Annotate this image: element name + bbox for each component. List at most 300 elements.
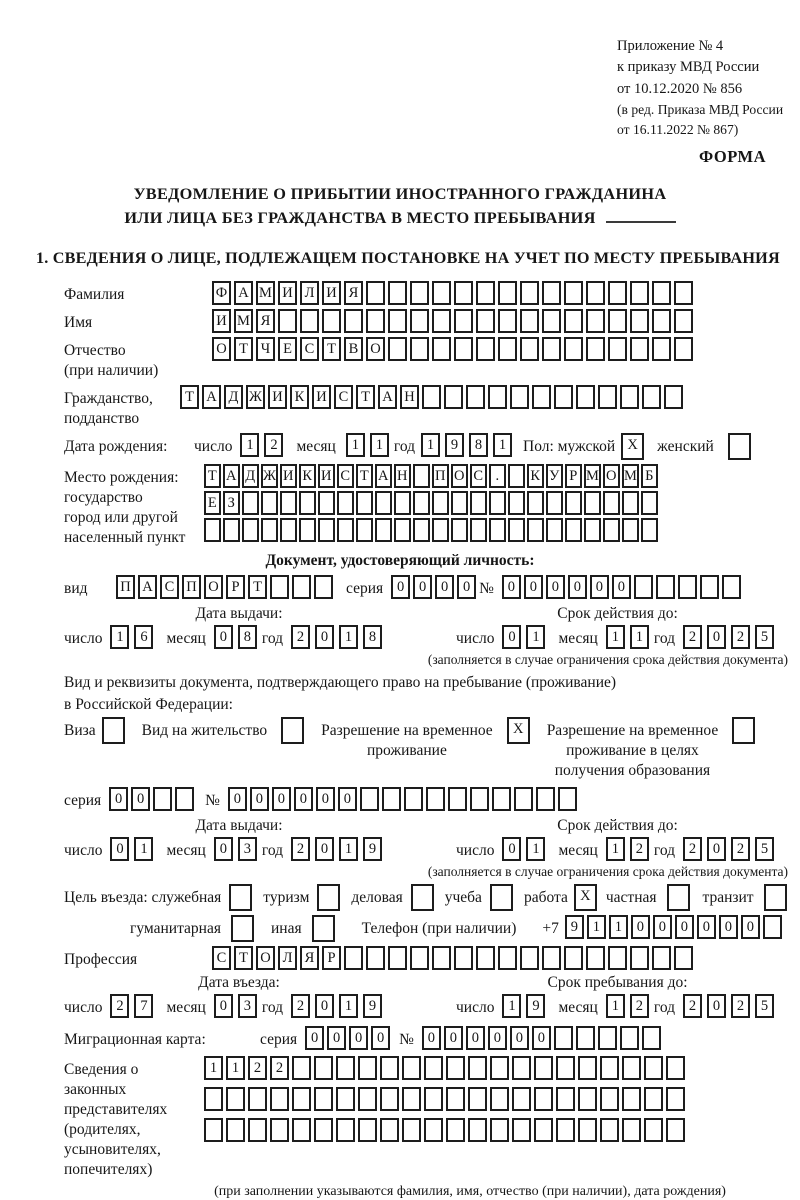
form-cell[interactable] (476, 337, 495, 361)
form-cell[interactable]: . (489, 464, 506, 488)
form-cell[interactable]: И (322, 281, 341, 305)
form-cell[interactable] (664, 385, 683, 409)
form-cell[interactable] (527, 491, 544, 515)
form-cell[interactable] (565, 518, 582, 542)
form-cell[interactable] (248, 1118, 267, 1142)
form-cell[interactable] (336, 1087, 355, 1111)
form-cell[interactable]: 0 (524, 575, 543, 599)
form-cell[interactable] (512, 1056, 531, 1080)
form-cell[interactable]: 0 (612, 575, 631, 599)
form-cell[interactable] (394, 491, 411, 515)
form-cell[interactable]: М (622, 464, 639, 488)
form-cell[interactable]: 0 (272, 787, 291, 811)
form-cell[interactable]: Е (278, 337, 297, 361)
form-cell[interactable] (314, 1056, 333, 1080)
form-cell[interactable]: Т (234, 946, 253, 970)
form-cell[interactable] (554, 385, 573, 409)
form-cell[interactable] (722, 575, 741, 599)
form-cell[interactable] (652, 946, 671, 970)
form-cell[interactable] (556, 1118, 575, 1142)
form-cell[interactable]: 3 (238, 837, 257, 861)
form-cell[interactable]: 0 (315, 994, 334, 1018)
form-cell[interactable]: 1 (370, 433, 389, 457)
form-cell[interactable] (424, 1087, 443, 1111)
form-cell[interactable] (380, 1118, 399, 1142)
form-cell[interactable] (678, 575, 697, 599)
form-cell[interactable]: 1 (346, 433, 365, 457)
form-cell[interactable] (656, 575, 675, 599)
form-cell[interactable] (700, 575, 719, 599)
form-cell[interactable] (299, 518, 316, 542)
form-cell[interactable] (546, 491, 563, 515)
form-cell[interactable]: 0 (502, 625, 521, 649)
form-cell[interactable] (586, 281, 605, 305)
checkbox-cell[interactable] (312, 915, 335, 942)
form-cell[interactable]: 0 (305, 1026, 324, 1050)
form-cell[interactable]: 0 (214, 837, 233, 861)
checkbox-cell[interactable]: X (507, 717, 530, 744)
form-cell[interactable]: 0 (316, 787, 335, 811)
form-cell[interactable] (242, 491, 259, 515)
form-cell[interactable] (422, 385, 441, 409)
form-cell[interactable] (608, 309, 627, 333)
form-cell[interactable] (446, 1087, 465, 1111)
form-cell[interactable] (204, 1087, 223, 1111)
form-cell[interactable]: 0 (214, 994, 233, 1018)
form-cell[interactable]: 0 (707, 994, 726, 1018)
form-cell[interactable]: 1 (606, 837, 625, 861)
form-cell[interactable] (520, 946, 539, 970)
form-cell[interactable]: 1 (339, 837, 358, 861)
form-cell[interactable] (542, 281, 561, 305)
form-cell[interactable]: 2 (264, 433, 283, 457)
form-cell[interactable] (608, 946, 627, 970)
form-cell[interactable]: П (182, 575, 201, 599)
form-cell[interactable] (520, 281, 539, 305)
form-cell[interactable] (410, 946, 429, 970)
form-cell[interactable] (674, 309, 693, 333)
form-cell[interactable]: 0 (338, 787, 357, 811)
form-cell[interactable] (356, 491, 373, 515)
form-cell[interactable] (424, 1056, 443, 1080)
checkbox-cell[interactable] (281, 717, 304, 744)
form-cell[interactable] (558, 787, 577, 811)
form-cell[interactable]: С (334, 385, 353, 409)
form-cell[interactable]: Л (278, 946, 297, 970)
form-cell[interactable] (242, 518, 259, 542)
form-cell[interactable] (454, 946, 473, 970)
form-cell[interactable] (337, 491, 354, 515)
form-cell[interactable] (508, 464, 525, 488)
form-cell[interactable]: М (256, 281, 275, 305)
form-cell[interactable] (642, 1026, 661, 1050)
checkbox-cell[interactable] (490, 884, 513, 911)
form-cell[interactable] (565, 491, 582, 515)
form-cell[interactable] (520, 337, 539, 361)
form-cell[interactable] (666, 1087, 685, 1111)
form-cell[interactable]: А (375, 464, 392, 488)
form-cell[interactable]: О (451, 464, 468, 488)
form-cell[interactable] (204, 1118, 223, 1142)
form-cell[interactable]: 1 (339, 625, 358, 649)
form-cell[interactable] (512, 1118, 531, 1142)
form-cell[interactable]: 0 (719, 915, 738, 939)
form-cell[interactable]: 2 (630, 837, 649, 861)
form-cell[interactable] (489, 518, 506, 542)
form-cell[interactable]: М (584, 464, 601, 488)
form-cell[interactable] (388, 281, 407, 305)
form-cell[interactable] (314, 1087, 333, 1111)
form-cell[interactable]: И (280, 464, 297, 488)
form-cell[interactable] (470, 518, 487, 542)
form-cell[interactable]: 8 (363, 625, 382, 649)
form-cell[interactable] (622, 491, 639, 515)
form-cell[interactable]: С (212, 946, 231, 970)
form-cell[interactable] (153, 787, 172, 811)
form-cell[interactable] (556, 1087, 575, 1111)
form-cell[interactable]: Ж (246, 385, 265, 409)
form-cell[interactable]: 2 (731, 994, 750, 1018)
form-cell[interactable] (336, 1118, 355, 1142)
form-cell[interactable] (534, 1118, 553, 1142)
form-cell[interactable] (454, 281, 473, 305)
form-cell[interactable]: 2 (291, 837, 310, 861)
form-cell[interactable] (470, 491, 487, 515)
form-cell[interactable] (600, 1056, 619, 1080)
form-cell[interactable] (358, 1056, 377, 1080)
form-cell[interactable] (620, 1026, 639, 1050)
form-cell[interactable] (586, 337, 605, 361)
form-cell[interactable]: 1 (493, 433, 512, 457)
form-cell[interactable]: К (527, 464, 544, 488)
form-cell[interactable]: 0 (697, 915, 716, 939)
form-cell[interactable] (622, 1087, 641, 1111)
form-cell[interactable] (598, 1026, 617, 1050)
form-cell[interactable]: 2 (248, 1056, 267, 1080)
form-cell[interactable] (382, 787, 401, 811)
form-cell[interactable]: 0 (502, 575, 521, 599)
form-cell[interactable] (763, 915, 782, 939)
form-cell[interactable]: 0 (228, 787, 247, 811)
form-cell[interactable] (600, 1087, 619, 1111)
form-cell[interactable]: А (202, 385, 221, 409)
form-cell[interactable]: 0 (510, 1026, 529, 1050)
form-cell[interactable] (578, 1087, 597, 1111)
form-cell[interactable] (622, 1118, 641, 1142)
form-cell[interactable] (578, 1118, 597, 1142)
form-cell[interactable] (532, 385, 551, 409)
form-cell[interactable] (652, 281, 671, 305)
form-cell[interactable]: 8 (469, 433, 488, 457)
checkbox-cell[interactable] (667, 884, 690, 911)
form-cell[interactable] (410, 281, 429, 305)
form-cell[interactable]: 2 (630, 994, 649, 1018)
form-cell[interactable] (226, 1118, 245, 1142)
form-cell[interactable]: У (546, 464, 563, 488)
form-cell[interactable]: С (337, 464, 354, 488)
form-cell[interactable] (402, 1087, 421, 1111)
form-cell[interactable] (514, 787, 533, 811)
form-cell[interactable]: Т (356, 385, 375, 409)
form-cell[interactable] (576, 1026, 595, 1050)
form-cell[interactable]: 1 (502, 994, 521, 1018)
form-cell[interactable] (360, 787, 379, 811)
form-cell[interactable] (366, 309, 385, 333)
form-cell[interactable]: 0 (590, 575, 609, 599)
form-cell[interactable]: 0 (422, 1026, 441, 1050)
form-cell[interactable] (510, 385, 529, 409)
form-cell[interactable] (468, 1118, 487, 1142)
form-cell[interactable] (666, 1118, 685, 1142)
form-cell[interactable] (620, 385, 639, 409)
form-cell[interactable]: 3 (238, 994, 257, 1018)
form-cell[interactable]: И (268, 385, 287, 409)
form-cell[interactable] (223, 518, 240, 542)
form-cell[interactable]: 0 (349, 1026, 368, 1050)
form-cell[interactable]: 1 (606, 625, 625, 649)
form-cell[interactable]: 2 (291, 625, 310, 649)
form-cell[interactable]: 0 (214, 625, 233, 649)
form-cell[interactable] (204, 518, 221, 542)
form-cell[interactable] (410, 337, 429, 361)
form-cell[interactable] (468, 1087, 487, 1111)
checkbox-cell[interactable] (732, 717, 755, 744)
form-cell[interactable] (542, 946, 561, 970)
form-cell[interactable] (292, 1056, 311, 1080)
form-cell[interactable]: З (223, 491, 240, 515)
form-cell[interactable] (270, 1118, 289, 1142)
form-cell[interactable] (358, 1118, 377, 1142)
form-cell[interactable]: 0 (568, 575, 587, 599)
form-cell[interactable] (666, 1056, 685, 1080)
form-cell[interactable] (292, 1087, 311, 1111)
form-cell[interactable] (498, 337, 517, 361)
checkbox-cell[interactable] (411, 884, 434, 911)
form-cell[interactable] (444, 385, 463, 409)
form-cell[interactable] (476, 946, 495, 970)
form-cell[interactable]: Д (224, 385, 243, 409)
form-cell[interactable]: 2 (731, 837, 750, 861)
form-cell[interactable]: 1 (421, 433, 440, 457)
form-cell[interactable] (556, 1056, 575, 1080)
form-cell[interactable] (446, 1118, 465, 1142)
form-cell[interactable] (470, 787, 489, 811)
form-cell[interactable] (578, 1056, 597, 1080)
checkbox-cell[interactable] (764, 884, 787, 911)
form-cell[interactable] (380, 1087, 399, 1111)
checkbox-cell[interactable] (317, 884, 340, 911)
form-cell[interactable] (366, 946, 385, 970)
form-cell[interactable] (278, 309, 297, 333)
form-cell[interactable]: 0 (110, 837, 129, 861)
form-cell[interactable] (292, 575, 311, 599)
form-cell[interactable]: 0 (675, 915, 694, 939)
form-cell[interactable]: Т (356, 464, 373, 488)
form-cell[interactable]: 0 (444, 1026, 463, 1050)
form-cell[interactable] (261, 518, 278, 542)
form-cell[interactable]: А (138, 575, 157, 599)
form-cell[interactable] (280, 491, 297, 515)
form-cell[interactable] (644, 1118, 663, 1142)
form-cell[interactable] (388, 309, 407, 333)
form-cell[interactable]: 1 (526, 625, 545, 649)
form-cell[interactable] (454, 337, 473, 361)
checkbox-cell[interactable] (102, 717, 125, 744)
form-cell[interactable] (542, 309, 561, 333)
form-cell[interactable]: 5 (755, 994, 774, 1018)
checkbox-cell[interactable] (728, 433, 751, 460)
form-cell[interactable] (498, 946, 517, 970)
form-cell[interactable] (674, 281, 693, 305)
form-cell[interactable] (508, 491, 525, 515)
form-cell[interactable]: Н (400, 385, 419, 409)
form-cell[interactable] (600, 1118, 619, 1142)
form-cell[interactable] (413, 518, 430, 542)
form-cell[interactable] (608, 281, 627, 305)
form-cell[interactable] (542, 337, 561, 361)
form-cell[interactable]: 1 (606, 994, 625, 1018)
form-cell[interactable] (356, 518, 373, 542)
form-cell[interactable] (380, 1056, 399, 1080)
form-cell[interactable]: О (256, 946, 275, 970)
form-cell[interactable]: И (318, 464, 335, 488)
form-cell[interactable]: Я (300, 946, 319, 970)
form-cell[interactable] (402, 1118, 421, 1142)
form-cell[interactable] (226, 1087, 245, 1111)
form-cell[interactable] (358, 1087, 377, 1111)
form-cell[interactable] (564, 309, 583, 333)
form-cell[interactable]: 5 (755, 837, 774, 861)
form-cell[interactable] (508, 518, 525, 542)
form-cell[interactable]: И (278, 281, 297, 305)
form-cell[interactable]: Я (256, 309, 275, 333)
form-cell[interactable]: О (366, 337, 385, 361)
form-cell[interactable] (175, 787, 194, 811)
form-cell[interactable] (674, 946, 693, 970)
form-cell[interactable]: Ф (212, 281, 231, 305)
form-cell[interactable] (674, 337, 693, 361)
form-cell[interactable] (490, 1087, 509, 1111)
form-cell[interactable]: Т (234, 337, 253, 361)
form-cell[interactable] (318, 491, 335, 515)
form-cell[interactable] (489, 491, 506, 515)
form-cell[interactable] (534, 1087, 553, 1111)
form-cell[interactable] (564, 281, 583, 305)
form-cell[interactable]: 1 (134, 837, 153, 861)
form-cell[interactable]: И (312, 385, 331, 409)
form-cell[interactable]: 1 (226, 1056, 245, 1080)
checkbox-cell[interactable]: X (574, 884, 597, 911)
form-cell[interactable]: 0 (413, 575, 432, 599)
form-cell[interactable] (468, 1056, 487, 1080)
form-cell[interactable]: 0 (653, 915, 672, 939)
form-cell[interactable] (336, 1056, 355, 1080)
form-cell[interactable]: С (300, 337, 319, 361)
form-cell[interactable] (644, 1087, 663, 1111)
form-cell[interactable] (536, 787, 555, 811)
form-cell[interactable]: 0 (707, 837, 726, 861)
form-cell[interactable] (402, 1056, 421, 1080)
form-cell[interactable] (404, 787, 423, 811)
form-cell[interactable]: 0 (315, 837, 334, 861)
form-cell[interactable]: 0 (546, 575, 565, 599)
form-cell[interactable]: 0 (502, 837, 521, 861)
form-cell[interactable]: 0 (532, 1026, 551, 1050)
form-cell[interactable] (534, 1056, 553, 1080)
form-cell[interactable]: С (160, 575, 179, 599)
form-cell[interactable]: 0 (707, 625, 726, 649)
form-cell[interactable] (426, 787, 445, 811)
form-cell[interactable]: 2 (270, 1056, 289, 1080)
form-cell[interactable]: А (223, 464, 240, 488)
form-cell[interactable]: 0 (109, 787, 128, 811)
form-cell[interactable] (527, 518, 544, 542)
checkbox-cell[interactable]: X (621, 433, 644, 460)
form-cell[interactable] (366, 281, 385, 305)
form-cell[interactable] (413, 464, 430, 488)
form-cell[interactable] (344, 309, 363, 333)
form-cell[interactable] (318, 518, 335, 542)
form-cell[interactable] (652, 309, 671, 333)
form-cell[interactable]: 9 (445, 433, 464, 457)
form-cell[interactable]: 2 (683, 625, 702, 649)
form-cell[interactable] (652, 337, 671, 361)
form-cell[interactable] (586, 946, 605, 970)
form-cell[interactable] (314, 575, 333, 599)
form-cell[interactable]: И (212, 309, 231, 333)
form-cell[interactable]: Т (248, 575, 267, 599)
form-cell[interactable] (454, 309, 473, 333)
form-cell[interactable] (598, 385, 617, 409)
form-cell[interactable] (388, 946, 407, 970)
form-cell[interactable]: Б (641, 464, 658, 488)
form-cell[interactable]: 0 (488, 1026, 507, 1050)
form-cell[interactable]: В (344, 337, 363, 361)
form-cell[interactable] (630, 946, 649, 970)
form-cell[interactable] (492, 787, 511, 811)
form-cell[interactable] (394, 518, 411, 542)
form-cell[interactable] (448, 787, 467, 811)
form-cell[interactable] (375, 518, 392, 542)
form-cell[interactable]: 1 (526, 837, 545, 861)
form-cell[interactable] (641, 518, 658, 542)
form-cell[interactable] (375, 491, 392, 515)
form-cell[interactable]: П (432, 464, 449, 488)
form-cell[interactable]: 0 (327, 1026, 346, 1050)
form-cell[interactable]: 9 (526, 994, 545, 1018)
form-cell[interactable] (498, 309, 517, 333)
form-cell[interactable] (270, 1087, 289, 1111)
form-cell[interactable] (554, 1026, 573, 1050)
form-cell[interactable] (622, 1056, 641, 1080)
form-cell[interactable]: О (204, 575, 223, 599)
form-cell[interactable]: 2 (683, 994, 702, 1018)
form-cell[interactable] (546, 518, 563, 542)
form-cell[interactable] (337, 518, 354, 542)
form-cell[interactable] (410, 309, 429, 333)
form-cell[interactable] (432, 946, 451, 970)
form-cell[interactable]: О (212, 337, 231, 361)
form-cell[interactable] (622, 518, 639, 542)
form-cell[interactable]: Р (565, 464, 582, 488)
form-cell[interactable]: 0 (371, 1026, 390, 1050)
form-cell[interactable] (490, 1118, 509, 1142)
form-cell[interactable] (564, 946, 583, 970)
form-cell[interactable] (466, 385, 485, 409)
form-cell[interactable]: 1 (110, 625, 129, 649)
form-cell[interactable]: А (234, 281, 253, 305)
form-cell[interactable]: А (378, 385, 397, 409)
